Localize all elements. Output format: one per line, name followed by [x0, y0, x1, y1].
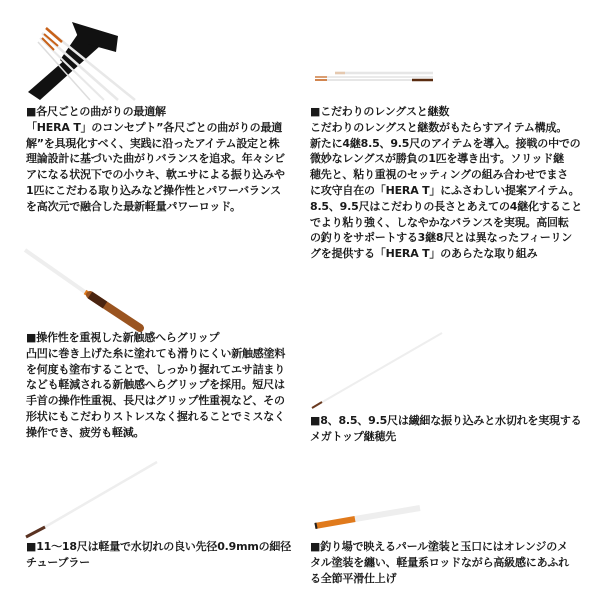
- section-text: 新たに4継8.5、9.5尺のアイテムを導入。接戦の中での: [310, 136, 581, 150]
- section-text: タル塗装を纏い、軽量系ロッドながら高級感にあふれ: [310, 555, 569, 569]
- section-text: でより粘り強く、しなやかなバランスを実現。高回転: [310, 215, 569, 229]
- section-text: を何度も塗布することで、しっかり握れてエサ詰まり: [26, 362, 285, 376]
- section-text: を高次元で融合した最新軽量パワーロッド。: [26, 199, 241, 213]
- section-text: 微妙なレングスが勝負の1匹を導き出す。ソリッド継: [310, 152, 564, 166]
- section-text: アになる状況下での小ウキ、軟エサによる振り込みや: [26, 168, 285, 182]
- section-text: グを提供する「HERA T」のあらたな取り組み: [310, 247, 538, 261]
- section-tubular: [26, 539, 291, 571]
- section-grip: [26, 330, 285, 441]
- tubular-tip-image: [26, 462, 157, 537]
- section-text: に攻守自在の「HERA T」にふさわしい提案アイテム。: [310, 183, 580, 197]
- section-text: なども軽減される新触感へらグリップを採用。短尺は: [26, 378, 285, 392]
- section-text: 解”を具現化すべく、実践に沿ったアイテム設定と株: [26, 136, 280, 150]
- section-text: 8.5、9.5尺はこだわりの長さとあえての4継化すること: [310, 199, 583, 213]
- section-text: 形状にもこだわりストレスなく握れることでミスなく: [26, 409, 285, 423]
- section-finish: [310, 539, 569, 586]
- section-text: チューブラー: [26, 555, 90, 569]
- section-text: 理論設計に基づいた曲がりバランスを追求。年々シビ: [26, 152, 285, 166]
- ferrule-image: [315, 508, 420, 526]
- section-title: ■各尺ごとの曲がりの最適解: [26, 105, 166, 118]
- section-title: ■操作性を重視した新触感へらグリップ: [26, 331, 220, 344]
- section-megatop: [310, 413, 581, 445]
- rod-case-image: [28, 22, 135, 100]
- rod-sections-image: [315, 73, 433, 80]
- section-text: 「HERA T」のコンセプト”各尺ごとの曲がりの最適: [26, 120, 283, 134]
- section-title: ■こだわりのレングスと継数: [310, 105, 450, 118]
- section-length-joints: [310, 104, 582, 262]
- section-text: 操作でき、疲労も軽減。: [26, 425, 145, 439]
- section-title: ■釣り場で映えるパール塗装と玉口にはオレンジのメ: [310, 540, 568, 553]
- section-text: メガトップ継穂先: [310, 429, 397, 443]
- grip-image: [25, 250, 140, 328]
- section-title: ■11～18尺は軽量で水切れの良い先径0.9mmの細径: [26, 540, 292, 553]
- section-text: 手首の操作性重視、長尺はグリップ性重視など、その: [26, 394, 285, 408]
- section-text: こだわりのレングスと継数がもたらすアイテム構成。: [310, 120, 568, 134]
- section-text: 1匹にこだわる取り込みなど操作性とパワーバランス: [26, 183, 281, 197]
- section-bend-balance: [26, 104, 285, 215]
- section-text: る全節平滑仕上げ: [310, 571, 397, 585]
- section-text: 凸凹に巻き上げた糸に塗れても滑りにくい新触感塗料: [26, 346, 286, 360]
- section-text: 穂先と、粘り重視のセッティングの組み合わせでまさ: [310, 168, 569, 182]
- megatop-tip-image: [312, 333, 442, 408]
- section-text: の釣りをサポートする3継8尺とは異なったフィーリン: [310, 231, 573, 245]
- section-title: ■8、8.5、9.5尺は繊細な振り込みと水切れを実現する: [310, 414, 582, 427]
